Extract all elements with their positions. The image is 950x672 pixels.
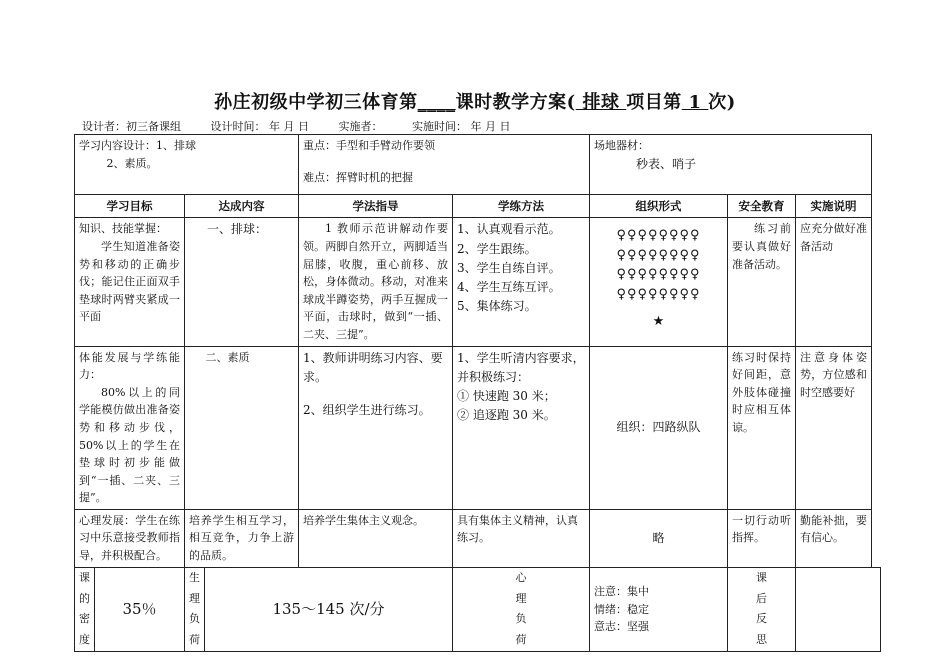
content-text: 二、素质 [205,350,250,364]
density-label-char: 课 [79,570,90,584]
density-label-char: 的 [79,591,90,605]
psych-label-cell [453,567,590,652]
teacher-star-icon: ★ [652,314,665,330]
row-skills [75,218,881,346]
guide-item: 1、教师讲明练习内容、要求。 [303,350,443,384]
lesson-plan-table [74,134,881,652]
methods-fitness-cell [453,346,590,509]
header-notes: 实施说明 [796,195,872,218]
guide-fitness-cell [299,346,453,509]
notes-cell [796,218,872,346]
safety-cell [728,218,796,346]
reflection-label-char: 课 [756,570,767,584]
method-item: ① 快速跑 30 米； [457,388,556,403]
implement-time: 实施时间： 年 月 日 [412,120,511,133]
reflection-label-char: 思 [756,633,767,647]
difficulty-point: 难点：挥臂时机的把握 [303,170,413,184]
physio-label-char: 理 [189,591,200,605]
learning-content-cell [75,135,299,195]
guide-item: 2、组织学生进行练习。 [303,402,431,417]
header-methods: 学练方法 [453,195,590,218]
notes-psych-cell: 勤能补拙，要有信心。 [796,509,872,567]
density-label-cell [75,567,95,652]
key-point: 重点：手型和手臂动作要领 [303,139,435,152]
physio-label-char: 荷 [189,633,200,647]
safety-text: 练习前要认真做好准备活动。 [732,222,791,271]
physio-value-cell: 135～145 次/分 [205,567,453,652]
header-goal: 学习目标 [75,195,185,218]
content-text: 一、排球： [207,222,268,237]
header-safety: 安全教育 [728,195,796,218]
reflection-label-char: 反 [756,612,767,626]
header-guide: 学法指导 [299,195,453,218]
formation-psych-cell: 略 [590,509,728,567]
guide-psych-cell: 培养学生集体主义观念。 [299,509,453,567]
goal-text: 学生知道准备姿势和移动的正确步伐；能记住正面双手垫球时两臂夹紧成一平面 [79,239,180,324]
row-fitness [75,346,881,509]
physio-label-char: 负 [189,612,200,626]
physio-label-char: 生 [189,570,200,584]
student-row: ♀♀♀♀♀♀♀♀ [616,286,701,302]
content-psych-cell: 培养学生相互学习，相互竞争，力争上游的品质。 [185,509,299,567]
safety-text: 练习时保持好间距，意外肢体碰撞时应相互体谅。 [732,350,791,434]
psych-values-cell [590,567,728,652]
psych-label-char: 理 [515,591,527,605]
method-item: 1、认真观看示范。 [457,222,561,237]
content-item: 2、素质。 [106,156,158,170]
row-psych [75,509,881,567]
safety-psych-cell: 一切行动听指挥。 [728,509,796,567]
guide-cell [299,218,453,346]
density-value-cell: 35％ [95,567,185,652]
key-points-cell [299,135,590,195]
method-item: 5、集体练习。 [457,299,537,314]
density-label-char: 密 [79,612,90,626]
method-intro: 1、学生听清内容要求，并积极练习： [457,350,585,384]
method-item: 3、学生自练自评。 [457,260,561,275]
psych-label-char: 荷 [515,633,527,647]
content-label: 学习内容设计：1、排球 [79,139,196,152]
method-item: 4、学生互练互评。 [457,279,561,294]
implementer: 实施者： [338,120,383,133]
design-time: 设计时间： 年 月 日 [210,120,309,133]
content-fitness-cell [185,346,299,509]
notes-text: 注意身体姿势，方位感和时空感要好 [800,350,868,399]
goal-psych-cell: 心理发展：学生在练习中乐意接受教师指导，并积极配合。 [75,509,185,567]
goal-label: 体能发展与学练能力： [79,350,180,382]
goal-label: 知识、技能掌握： [79,222,167,236]
guide-text: 1 教师示范讲解动作要领。两脚自然开立，两脚适当屈膝，收腹，重心前移、放松，身体微动。移动，对准来球成半蹲姿势，两手互握成一平面，击球时，做到“一插、二夹、三提”。 [303,222,448,341]
equipment-value: 秒表、哨子 [636,156,697,171]
page-title: 孙庄初级中学初三体育第____课时教学方案( 排球 项目第 1 次) [214,92,736,113]
reflection-label-char: 后 [756,591,767,605]
notes-text: 应充分做好准备活动 [800,222,868,253]
content-volleyball-cell [185,218,299,346]
methods-psych-cell: 具有集体主义精神，认真练习。 [453,509,590,567]
reflection-label-cell [728,567,796,652]
physio-label-cell [185,567,205,652]
student-row: ♀♀♀♀♀♀♀♀ [616,267,701,283]
header-row [75,195,881,218]
reflection-value-cell[interactable] [796,567,881,652]
goal-text: 80%以上的同学能模仿做出准备姿势和移动步伐，50%以上的学生在垫球时初步能做到“一插、二夹、三提”。 [79,385,180,505]
notes-fitness-cell [796,346,872,509]
meta-line [82,118,537,134]
methods-cell [453,218,590,346]
formation-text-cell: 组织：四路纵队 [590,346,728,509]
student-row: ♀♀♀♀♀♀♀♀ [616,247,701,263]
psych-label-char: 心 [515,570,527,584]
top-row [75,135,881,195]
method-item: 2、学生跟练。 [457,241,537,256]
equipment-cell [590,135,872,195]
method-item: ② 追逐跑 30 米。 [457,408,556,423]
goal-skills-cell [75,218,185,346]
designer: 设计者：初三备课组 [82,120,181,133]
student-row: ♀♀♀♀♀♀♀♀ [616,228,701,244]
density-label-char: 度 [79,633,90,647]
psych-item: 注意：集中 [594,585,649,599]
formation-diagram-cell [590,218,728,346]
row-bottom [75,567,881,652]
goal-fitness-cell [75,346,185,509]
header-formation: 组织形式 [590,195,728,218]
safety-fitness-cell [728,346,796,509]
equipment-label: 场地器材： [594,139,649,152]
psych-item: 情绪：稳定 [594,602,649,616]
psych-item: 意志：坚强 [594,620,649,634]
header-content: 达成内容 [185,195,299,218]
psych-label-char: 负 [515,612,527,626]
